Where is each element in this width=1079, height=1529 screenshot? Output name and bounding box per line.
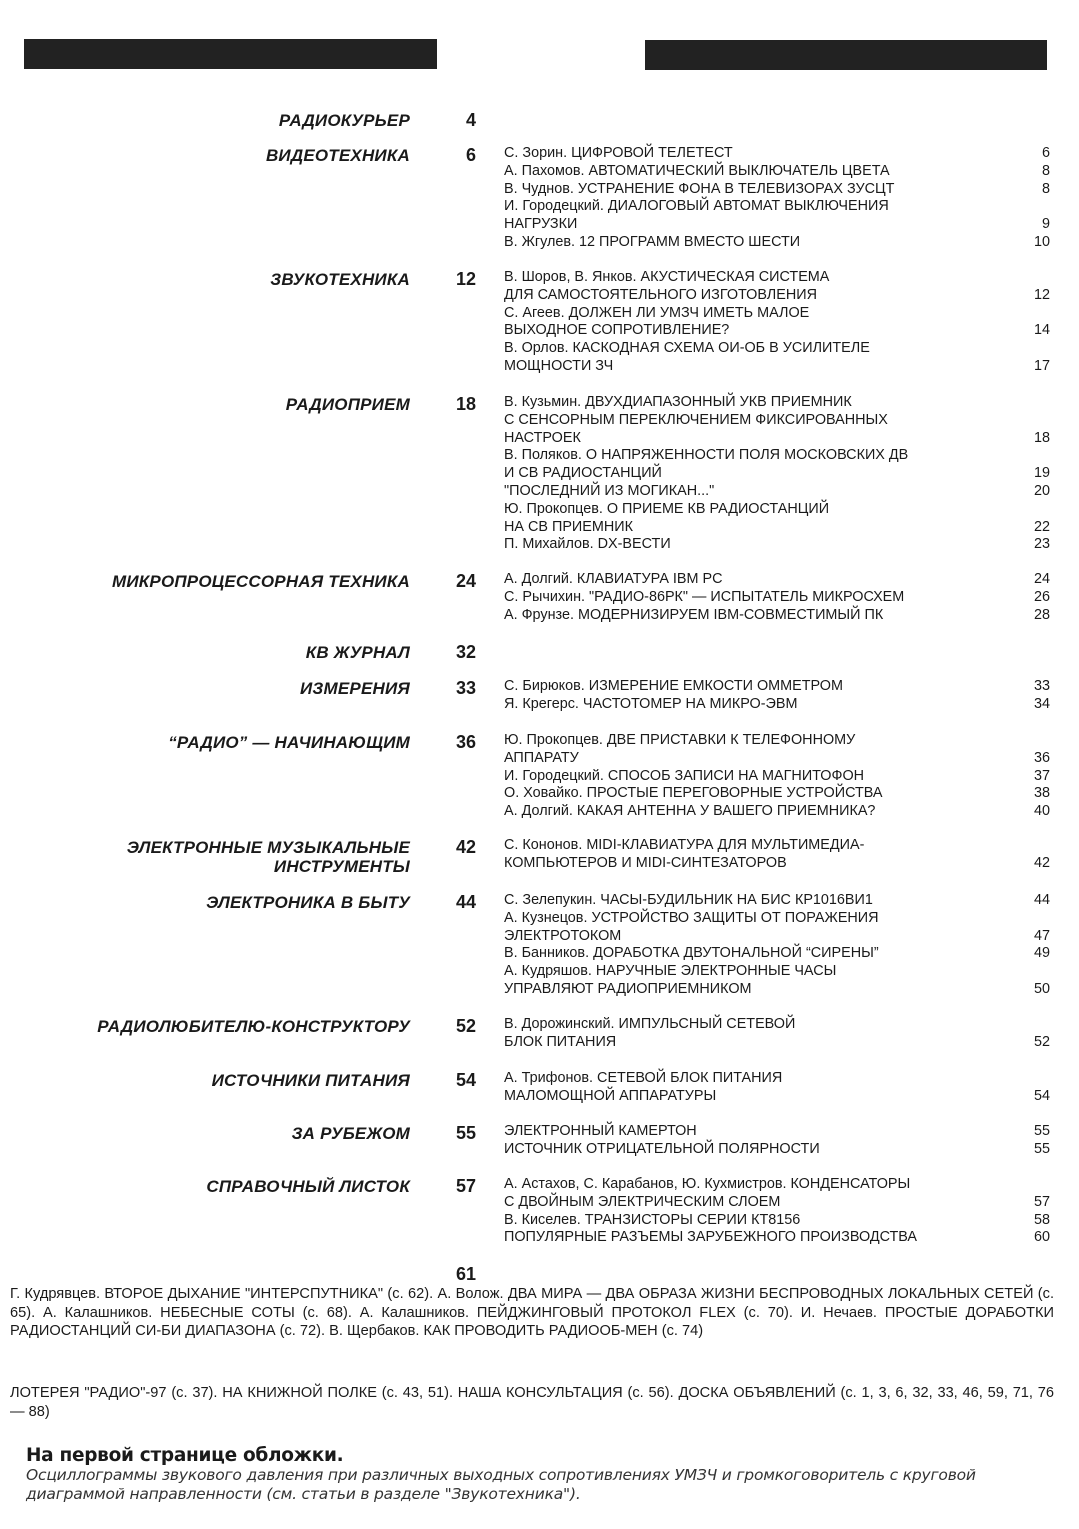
article-title: С. Зелепукин. ЧАСЫ-БУДИЛЬНИК НА БИС КР1016ВИ1 — [504, 892, 873, 908]
article-entry — [504, 269, 1050, 305]
section-title: ЭЛЕКТРОННЫЕ МУЗЫКАЛЬНЫЕ ИНСТРУМЕНТЫ — [126, 838, 410, 876]
section-page-number: 33 — [455, 678, 476, 698]
article-page-number: 40 — [1033, 803, 1050, 820]
article-list — [504, 892, 1050, 999]
article-page-number: 50 — [1033, 980, 1050, 997]
header-bar-left — [24, 39, 437, 69]
article-title: А. Долгий. КАКАЯ АНТЕННА У ВАШЕГО ПРИЕМНИКА? — [504, 803, 876, 820]
article-entry — [504, 785, 1050, 803]
article-entry — [504, 447, 1050, 483]
section-page-number: 54 — [455, 1070, 476, 1090]
article-title: Ю. Прокопцев. ДВЕ ПРИСТАВКИ К ТЕЛЕФОННОМУ АППАРАТУ — [504, 732, 856, 766]
article-entry — [504, 340, 1050, 376]
section-page-number: 4 — [465, 110, 476, 130]
cover-caption-title: На первой странице обложки. — [26, 1445, 344, 1466]
article-title: С. Кононов. MIDI-КЛАВИАТУРА ДЛЯ МУЛЬТИМЕДИА- КОМПЬЮТЕРОВ И MIDI-СИНТЕЗАТОРОВ — [504, 837, 865, 871]
section-title: РАДИОЛЮБИТЕЛЮ-КОНСТРУКТОРУ — [97, 1017, 410, 1036]
article-entry — [504, 1212, 1050, 1230]
article-title: ЭЛЕКТРОННЫЙ КАМЕРТОН — [504, 1123, 697, 1139]
article-entry — [504, 483, 1050, 501]
article-page-number: 14 — [1033, 322, 1050, 339]
section-page-number: 36 — [455, 732, 476, 752]
article-title: А. Долгий. КЛАВИАТУРА IBM PC — [504, 571, 723, 587]
article-title: О. Ховайко. ПРОСТЫЕ ПЕРЕГОВОРНЫЕ УСТРОЙСТВА — [504, 785, 883, 802]
section-title: “РАДИО” — НАЧИНАЮЩИМ — [168, 733, 410, 752]
article-entry — [504, 1229, 1050, 1247]
article-title: С. Рычихин. "РАДИО-86РК" — ИСПЫТАТЕЛЬ МИКРОСХЕМ — [504, 588, 905, 605]
article-title: В. Жгулев. 12 ПРОГРАММ ВМЕСТО ШЕСТИ — [504, 233, 801, 250]
article-title: С. Бирюков. ИЗМЕРЕНИЕ ЕМКОСТИ ОММЕТРОМ — [504, 678, 843, 694]
article-list — [504, 394, 1050, 554]
section-title: РАДИОПРИЕМ — [285, 395, 410, 414]
article-page-number: 10 — [1033, 233, 1050, 250]
article-entry — [504, 732, 1050, 768]
article-entry — [504, 501, 1050, 537]
section-page-number: 52 — [455, 1016, 476, 1036]
section-page-number: 24 — [455, 571, 476, 591]
article-title: В. Кузьмин. ДВУХДИАПАЗОННЫЙ УКВ ПРИЕМНИК С СЕНСОРНЫМ ПЕРЕКЛЮЧЕНИЕМ ФИКСИРОВАННЫХ НАСТРОЕК — [504, 394, 888, 446]
article-title: Ю. Прокопцев. О ПРИЕМЕ КВ РАДИОСТАНЦИЙ НА СВ ПРИЕМНИК — [504, 500, 830, 535]
header-bar-right — [645, 40, 1047, 70]
article-page-number: 26 — [1033, 588, 1050, 605]
section-page-number: 57 — [455, 1176, 476, 1196]
article-page-number: 23 — [1033, 536, 1050, 553]
article-page-number: 8 — [1041, 162, 1050, 179]
misc-contents: ЛОТЕРЕЯ "РАДИО"-97 (с. 37). НА КНИЖНОЙ ПОЛКЕ (с. 43, 51). НАША КОНСУЛЬТАЦИЯ (с. 56). ДОСКА ОБЪЯВЛЕНИЙ (с. 1, 3, 6, 32, 33, 46, 59, 71, 76 — 88) — [10, 1385, 1054, 1420]
article-page-number: 12 — [1033, 286, 1050, 303]
article-title: И. Городецкий. СПОСОБ ЗАПИСИ НА МАГНИТОФОН — [504, 767, 865, 784]
article-entry — [504, 1123, 1050, 1141]
article-page-number: 47 — [1033, 927, 1050, 944]
article-page-number: 28 — [1033, 606, 1050, 623]
article-entry — [504, 945, 1050, 963]
article-page-number: 58 — [1033, 1211, 1050, 1228]
cover-caption-text: Осциллограммы звукового давления при различных выходных сопротивлениях УМЗЧ и громкоговоритель с круговой диаграммой направленности (см. статьи в разделе "Звукотехника"). — [26, 1466, 976, 1503]
article-title: С. Агеев. ДОЛЖЕН ЛИ УМЗЧ ИМЕТЬ МАЛОЕ ВЫХОДНОЕ СОПРОТИВЛЕНИЕ? — [504, 304, 810, 339]
article-title: А. Кудряшов. НАРУЧНЫЕ ЭЛЕКТРОННЫЕ ЧАСЫ УПРАВЛЯЮТ РАДИОПРИЕМНИКОМ — [504, 963, 837, 997]
article-entry — [504, 234, 1050, 252]
article-entry — [504, 571, 1050, 589]
article-page-number: 49 — [1033, 945, 1050, 962]
article-entry — [504, 1176, 1050, 1212]
article-page-number: 20 — [1033, 482, 1050, 499]
article-title: ИСТОЧНИК ОТРИЦАТЕЛЬНОЙ ПОЛЯРНОСТИ — [504, 1140, 820, 1157]
article-entry — [504, 305, 1050, 341]
article-entry — [504, 678, 1050, 696]
section-title: ЗА РУБЕЖОМ — [291, 1124, 410, 1143]
article-page-number: 36 — [1033, 749, 1050, 766]
article-entry — [504, 163, 1050, 181]
article-page-number: 38 — [1033, 785, 1050, 802]
article-page-number: 33 — [1033, 678, 1050, 694]
article-list — [504, 1123, 1050, 1159]
section-page-number: 32 — [455, 642, 476, 662]
section-page-number: 44 — [455, 892, 476, 912]
article-list — [504, 269, 1050, 376]
article-title: В. Поляков. О НАПРЯЖЕННОСТИ ПОЛЯ МОСКОВСКИХ ДВ И СВ РАДИОСТАНЦИЙ — [504, 447, 909, 482]
article-page-number: 52 — [1033, 1033, 1050, 1050]
article-title: А. Кузнецов. УСТРОЙСТВО ЗАЩИТЫ ОТ ПОРАЖЕНИЯ ЭЛЕКТРОТОКОМ — [504, 909, 879, 944]
article-list — [504, 145, 1050, 252]
article-entry — [504, 1016, 1050, 1052]
article-page-number: 44 — [1033, 892, 1050, 908]
article-entry — [504, 892, 1050, 910]
article-page-number: 22 — [1033, 518, 1050, 535]
article-entry — [504, 198, 1050, 234]
article-page-number: 57 — [1033, 1193, 1050, 1210]
article-entry — [504, 589, 1050, 607]
article-page-number: 42 — [1033, 854, 1050, 871]
article-title: А. Фрунзе. МОДЕРНИЗИРУЕМ IBM-СОВМЕСТИМЫЙ ПК — [504, 606, 884, 623]
article-entry — [504, 768, 1050, 786]
article-page-number: 9 — [1041, 216, 1050, 233]
article-page-number: 54 — [1033, 1087, 1050, 1104]
article-title: ПОПУЛЯРНЫЕ РАЗЪЕМЫ ЗАРУБЕЖНОГО ПРОИЗВОДСТВА — [504, 1229, 918, 1246]
section-title: ЗВУКОТЕХНИКА — [270, 270, 410, 289]
section-page-number: 55 — [455, 1123, 476, 1143]
article-page-number: 24 — [1033, 571, 1050, 587]
article-title: В. Шоров, В. Янков. АКУСТИЧЕСКАЯ СИСТЕМА ДЛЯ САМОСТОЯТЕЛЬНОГО ИЗГОТОВЛЕНИЯ — [504, 269, 830, 303]
section-title: КВ ЖУРНАЛ — [305, 643, 410, 662]
section-title: ЭЛЕКТРОНИКА В БЫТУ — [206, 893, 410, 912]
article-page-number: 34 — [1033, 695, 1050, 712]
article-page-number: 37 — [1033, 767, 1050, 784]
article-page-number: 60 — [1033, 1229, 1050, 1246]
article-title: И. Городецкий. ДИАЛОГОВЫЙ АВТОМАТ ВЫКЛЮЧЕНИЯ НАГРУЗКИ — [504, 198, 889, 233]
section-page-number: 18 — [455, 394, 476, 414]
section-title: ИСТОЧНИКИ ПИТАНИЯ — [211, 1071, 410, 1090]
section-page-number: 12 — [455, 269, 476, 289]
article-entry — [504, 394, 1050, 447]
article-list — [504, 732, 1050, 821]
article-entry — [504, 607, 1050, 625]
section-title: МИКРОПРОЦЕССОРНАЯ ТЕХНИКА — [111, 572, 410, 591]
article-entry — [504, 963, 1050, 999]
article-list — [504, 678, 1050, 714]
section-title: ВИДЕОТЕХНИКА — [265, 146, 410, 165]
article-list — [504, 571, 1050, 624]
article-title: А. Пахомов. АВТОМАТИЧЕСКИЙ ВЫКЛЮЧАТЕЛЬ ЦВЕТА — [504, 162, 890, 179]
article-title: С. Зорин. ЦИФРОВОЙ ТЕЛЕТЕСТ — [504, 145, 733, 161]
article-title: В. Киселев. ТРАНЗИСТОРЫ СЕРИИ КТ8156 — [504, 1211, 801, 1228]
article-title: "ПОСЛЕДНИЙ ИЗ МОГИКАН..." — [504, 482, 715, 499]
article-title: А. Астахов, С. Карабанов, Ю. Кухмистров. КОНДЕНСАТОРЫ С ДВОЙНЫМ ЭЛЕКТРИЧЕСКИМ СЛОЕМ — [504, 1176, 911, 1210]
article-list — [504, 1176, 1050, 1247]
article-entry — [504, 1070, 1050, 1106]
article-list — [504, 837, 1050, 873]
section-page-number: 6 — [465, 145, 476, 165]
article-title: В. Орлов. КАСКОДНАЯ СХЕМА ОИ-ОБ В УСИЛИТЕЛЕ МОЩНОСТИ ЗЧ — [504, 340, 870, 374]
article-entry — [504, 910, 1050, 946]
article-entry — [504, 803, 1050, 821]
article-page-number: 19 — [1033, 465, 1050, 482]
article-entry — [504, 536, 1050, 554]
article-page-number: 8 — [1041, 180, 1050, 197]
article-title: В. Банников. ДОРАБОТКА ДВУТОНАЛЬНОЙ “СИРЕНЫ” — [504, 945, 879, 962]
article-entry — [504, 145, 1050, 163]
insert-contents: Г. Кудрявцев. ВТОРОЕ ДЫХАНИЕ "ИНТЕРСПУТНИКА" (с. 62). А. Волож. ДВА МИРА — ДВА ОБРАЗА ЖИЗНИ БЕСПРОВОДНЫХ ЛОКАЛЬНЫХ СЕТЕЙ (с. 65). А. Калашников. НЕБЕСНЫЕ СОТЫ (с. 68). А. Калашников. ПЕЙДЖИНГОВЫЙ ПРОТОКОЛ FLEX (с. 70). И. Нечаев. ПРОСТЫЕ ДОРАБОТКИ РАДИОСТАНЦИЙ СИ-БИ ДИАПАЗОНА (с. 72). В. Щербаков. КАК ПРОВОДИТЬ РАДИООБ-МЕН (с. 74) — [10, 1286, 1054, 1339]
article-title: Я. Крегерс. ЧАСТОТОМЕР НА МИКРО-ЭВМ — [504, 695, 798, 712]
section-title: ИЗМЕРЕНИЯ — [299, 679, 410, 698]
article-list — [504, 1016, 1050, 1052]
article-page-number: 18 — [1033, 429, 1050, 446]
article-title: В. Дорожинский. ИМПУЛЬСНЫЙ СЕТЕВОЙ БЛОК ПИТАНИЯ — [504, 1016, 796, 1050]
insert-page-number: 61 — [455, 1264, 476, 1284]
article-page-number: 55 — [1033, 1140, 1050, 1157]
article-entry — [504, 1141, 1050, 1159]
article-entry — [504, 181, 1050, 199]
section-page-number: 42 — [455, 837, 476, 857]
section-title: РАДИОКУРЬЕР — [278, 111, 410, 130]
article-title: П. Михайлов. DX-ВЕСТИ — [504, 536, 671, 553]
article-entry — [504, 837, 1050, 873]
article-entry — [504, 696, 1050, 714]
article-list — [504, 1070, 1050, 1106]
article-title: А. Трифонов. СЕТЕВОЙ БЛОК ПИТАНИЯ МАЛОМОЩНОЙ АППАРАТУРЫ — [504, 1070, 783, 1104]
article-page-number: 17 — [1033, 357, 1050, 374]
section-title: СПРАВОЧНЫЙ ЛИСТОК — [206, 1177, 410, 1196]
article-title: В. Чуднов. УСТРАНЕНИЕ ФОНА В ТЕЛЕВИЗОРАХ ЗУСЦТ — [504, 180, 895, 197]
article-page-number: 6 — [1041, 145, 1050, 161]
article-page-number: 55 — [1033, 1123, 1050, 1139]
